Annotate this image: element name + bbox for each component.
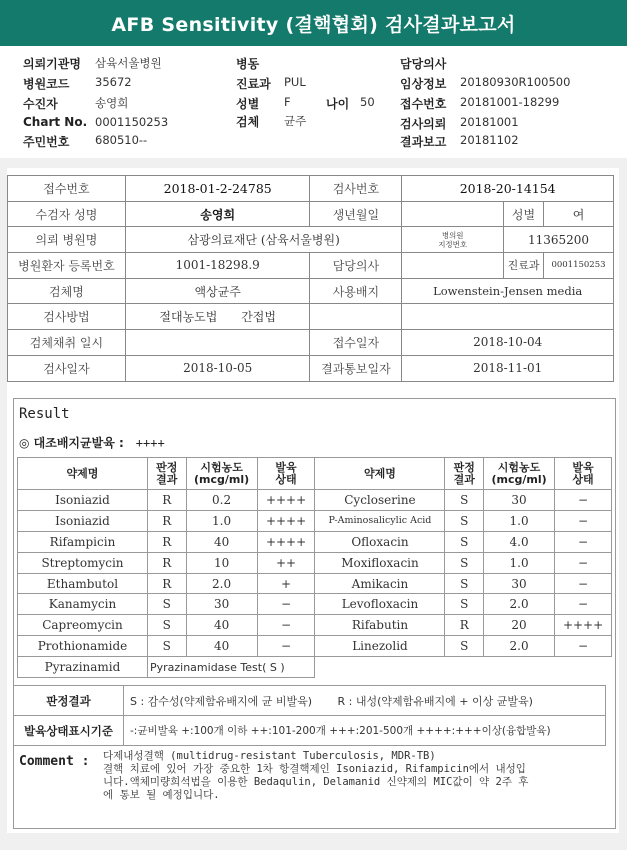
col-judgment: 판정 결과 [147, 458, 186, 490]
designated-label-2: 지정번호 [438, 239, 468, 249]
legend-row [14, 686, 606, 716]
drug-conc: 1.0 [484, 552, 555, 573]
cell-value: 2018-10-04 [402, 330, 614, 356]
method-1: 절대농도법 [159, 310, 218, 325]
pza-row [18, 657, 612, 678]
result-title: Result [19, 406, 70, 422]
info-resident-no [23, 133, 147, 150]
control-growth [19, 434, 165, 451]
info-ward [236, 55, 284, 72]
info-report [400, 133, 519, 150]
drug-conc: 10 [186, 552, 257, 573]
drug-rows [18, 490, 612, 678]
col-judgment: 판정 결과 [445, 458, 484, 490]
cell-value: 2018-11-01 [402, 355, 614, 381]
cell-empty [310, 304, 402, 330]
cell-label [402, 227, 504, 253]
cell-value: 1001-18298.9 [125, 253, 310, 279]
cell-label: 병원환자 등록번호 [8, 253, 126, 279]
cell-value: Lowenstein-Jensen media [402, 278, 614, 304]
info-value: 50 [360, 95, 375, 109]
drug-result: R [147, 510, 186, 531]
drug-growth: + [257, 573, 315, 594]
drug-name: Moxifloxacin [315, 552, 445, 573]
drug-conc: 2.0 [186, 573, 257, 594]
drug-growth: ++ [257, 552, 315, 573]
info-hospital-code [23, 75, 132, 92]
info-label: 의뢰기관명 [23, 57, 81, 71]
info-label: 주민번호 [23, 135, 70, 149]
drug-growth: − [555, 490, 612, 511]
drug-conc: 20 [484, 615, 555, 636]
drug-row [18, 594, 612, 615]
info-doctor [400, 55, 460, 72]
info-patient [23, 95, 128, 112]
info-value: 20181001-18299 [460, 95, 560, 109]
drug-row [18, 510, 612, 531]
cell-label: 성별 [504, 201, 544, 227]
info-label: 수진자 [23, 97, 58, 111]
table-row [8, 227, 614, 253]
info-value: 35672 [95, 75, 132, 89]
drug-conc: 40 [186, 636, 257, 657]
drug-result: S [445, 552, 484, 573]
drug-name: Cycloserine [315, 490, 445, 511]
info-label: 임상정보 [400, 77, 447, 91]
info-value: F [284, 95, 291, 109]
info-value: 20181001 [460, 115, 519, 129]
cell-label: 검체명 [8, 278, 126, 304]
table-row [8, 253, 614, 279]
info-label: Chart No. [23, 115, 88, 129]
cell-value: 여 [544, 201, 614, 227]
drug-name: Levofloxacin [315, 594, 445, 615]
col-drug: 약제명 [18, 458, 148, 490]
drug-result: S [147, 615, 186, 636]
info-value: PUL [284, 75, 306, 89]
table-header-row [18, 458, 612, 490]
drug-name: Isoniazid [18, 510, 148, 531]
info-value: 균주 [284, 114, 307, 128]
info-age [326, 95, 375, 112]
comment-label: Comment : [19, 754, 90, 769]
table-row [8, 355, 614, 381]
drug-growth: − [555, 573, 612, 594]
drug-conc: 1.0 [186, 510, 257, 531]
col-drug: 약제명 [315, 458, 445, 490]
drug-name: P-Aminosalicylic Acid [315, 510, 445, 531]
comment-line: 에 통보 될 예정입니다. [103, 789, 220, 801]
drug-result: S [445, 531, 484, 552]
cell-label: 진료과 [504, 253, 544, 279]
drug-growth: ++++ [257, 510, 315, 531]
drug-result: S [445, 636, 484, 657]
drug-result: R [147, 552, 186, 573]
drug-growth: − [555, 510, 612, 531]
drug-growth: − [257, 594, 315, 615]
cell-empty [315, 657, 612, 678]
method-2: 간접법 [241, 310, 276, 325]
cell-value: 2018-01-2-24785 [125, 176, 310, 202]
info-institution [23, 55, 162, 72]
col-growth: 발육 상태 [257, 458, 315, 490]
col-conc: 시험농도 (mcg/ml) [484, 458, 555, 490]
info-value: 680510-- [95, 133, 148, 147]
info-clinical [400, 75, 570, 92]
drug-growth: − [555, 636, 612, 657]
drug-result: R [147, 573, 186, 594]
legend-judgment-label: 판정결과 [14, 686, 124, 716]
drug-result: R [147, 531, 186, 552]
drug-row [18, 552, 612, 573]
comment-text [103, 750, 608, 802]
drug-name: Capreomycin [18, 615, 148, 636]
cell-value [402, 253, 504, 279]
control-growth-value: ++++ [135, 436, 165, 450]
drug-conc: 30 [484, 573, 555, 594]
info-label: 병원코드 [23, 77, 70, 91]
drug-row [18, 531, 612, 552]
drug-growth: ++++ [555, 615, 612, 636]
info-label: 검체 [236, 115, 260, 129]
col-growth: 발육 상태 [555, 458, 612, 490]
cell-value: 액상균주 [125, 278, 310, 304]
info-value: 20181102 [460, 133, 519, 147]
drug-result: R [445, 615, 484, 636]
info-value: 20180930R100500 [460, 75, 571, 89]
info-value: 0001150253 [95, 115, 169, 129]
drug-name: Kanamycin [18, 594, 148, 615]
cell-value [125, 304, 310, 330]
drug-growth: ++++ [257, 490, 315, 511]
info-label: 진료과 [236, 77, 271, 91]
drug-result: S [445, 594, 484, 615]
col-conc: 시험농도 (mcg/ml) [186, 458, 257, 490]
cell-value: 0001150253 [544, 253, 614, 279]
drug-conc: 2.0 [484, 636, 555, 657]
comment-line: 결핵 치료에 있어 가장 중요한 1차 항결핵제인 Isoniazid, Rifampicin에서 내성입 [103, 763, 526, 775]
legend-table [13, 685, 606, 746]
drug-row [18, 490, 612, 511]
drug-growth: ++++ [257, 531, 315, 552]
cell-value: 2018-20-14154 [402, 176, 614, 202]
info-label: 접수번호 [400, 97, 447, 111]
drug-row [18, 573, 612, 594]
drug-conc: 2.0 [484, 594, 555, 615]
info-chart-no [23, 115, 168, 129]
comment-line: 다제내성결핵 (multidrug-resistant Tuberculosis, MDR-TB) [103, 750, 436, 762]
drug-growth: − [555, 531, 612, 552]
table-row [8, 176, 614, 202]
info-label: 결과보고 [400, 135, 447, 149]
drug-conc: 30 [186, 594, 257, 615]
cell-label: 검사일자 [8, 355, 126, 381]
drug-name: Rifabutin [315, 615, 445, 636]
cell-label: 검체채취 일시 [8, 330, 126, 356]
control-growth-label: ◎ 대조배지균발육 : [19, 436, 124, 450]
drug-conc: 40 [186, 615, 257, 636]
info-value: 삼육서울병원 [95, 56, 162, 70]
cell-value: 11365200 [504, 227, 614, 253]
patient-table [7, 175, 614, 382]
drug-row [18, 636, 612, 657]
info-receipt [400, 95, 559, 112]
legend-row [14, 716, 606, 746]
info-value: 송영희 [95, 96, 129, 110]
info-sex [236, 95, 291, 112]
legend-s: S : 감수성(약제함유배지에 균 비발육) [130, 694, 313, 708]
cell-empty [402, 304, 614, 330]
drug-name: Linezolid [315, 636, 445, 657]
cell-label: 접수번호 [8, 176, 126, 202]
drug-conc: 40 [186, 531, 257, 552]
info-request [400, 115, 519, 132]
drug-growth: − [257, 615, 315, 636]
drug-name: Rifampicin [18, 531, 148, 552]
drug-name: Prothionamide [18, 636, 148, 657]
info-label: 나이 [326, 97, 350, 111]
drug-growth: − [257, 636, 315, 657]
legend-judgment-value [124, 686, 606, 716]
cell-label: 결과통보일자 [310, 355, 402, 381]
legend-r: R : 내성(약제함유배지에 + 이상 균발육) [337, 694, 533, 708]
drug-name: Ofloxacin [315, 531, 445, 552]
drug-result: S [147, 636, 186, 657]
drug-row [18, 615, 612, 636]
table-row [8, 201, 614, 227]
cell-label: 사용배지 [310, 278, 402, 304]
drug-result: S [445, 573, 484, 594]
info-label: 담당의사 [400, 57, 447, 71]
table-row [8, 278, 614, 304]
cell-label: 의뢰 병원명 [8, 227, 126, 253]
drug-conc: 30 [484, 490, 555, 511]
drug-name: Isoniazid [18, 490, 148, 511]
legend-growth-value: -:균비발육 +:100개 이하 ++:101-200개 +++:201-500개 ++++:+++이상(융합발육) [124, 716, 606, 746]
cell-label: 검사방법 [8, 304, 126, 330]
drug-name: Pyrazinamid [18, 657, 148, 678]
info-label: 병동 [236, 57, 260, 71]
drug-result: S [445, 510, 484, 531]
drug-conc: 4.0 [484, 531, 555, 552]
drug-table [17, 457, 612, 678]
drug-growth: − [555, 594, 612, 615]
cell-value [125, 330, 310, 356]
cell-value: 삼광의료재단 (삼육서울병원) [125, 227, 401, 253]
cell-value: 2018-10-05 [125, 355, 310, 381]
drug-result: S [445, 490, 484, 511]
table-row [8, 304, 614, 330]
cell-label: 수검자 성명 [8, 201, 126, 227]
cell-label: 담당의사 [310, 253, 402, 279]
cell-value [402, 201, 504, 227]
info-label: 성별 [236, 97, 260, 111]
comment-line: 니다.액체미량희석법을 이용한 Bedaqulin, Delamanid 신약제의 MIC값이 약 2주 후 [103, 776, 529, 788]
drug-result: S [147, 594, 186, 615]
info-specimen [236, 113, 306, 130]
drug-growth: − [555, 552, 612, 573]
report-title: AFB Sensitivity (결핵협회) 검사결과보고서 [0, 0, 627, 46]
legend-growth-label: 발육상태표시기준 [14, 716, 124, 746]
drug-name: Ethambutol [18, 573, 148, 594]
drug-conc: 1.0 [484, 510, 555, 531]
table-row [8, 330, 614, 356]
cell-label: 검사번호 [310, 176, 402, 202]
pza-test: Pyrazinamidase Test( S ) [147, 657, 315, 678]
designated-label-1: 병의원 [441, 230, 464, 240]
drug-name: Amikacin [315, 573, 445, 594]
cell-value: 송영희 [125, 201, 310, 227]
cell-label: 생년월일 [310, 201, 402, 227]
drug-result: R [147, 490, 186, 511]
drug-conc: 0.2 [186, 490, 257, 511]
info-label: 검사의뢰 [400, 117, 447, 131]
cell-label: 접수일자 [310, 330, 402, 356]
info-department [236, 75, 306, 92]
drug-name: Streptomycin [18, 552, 148, 573]
